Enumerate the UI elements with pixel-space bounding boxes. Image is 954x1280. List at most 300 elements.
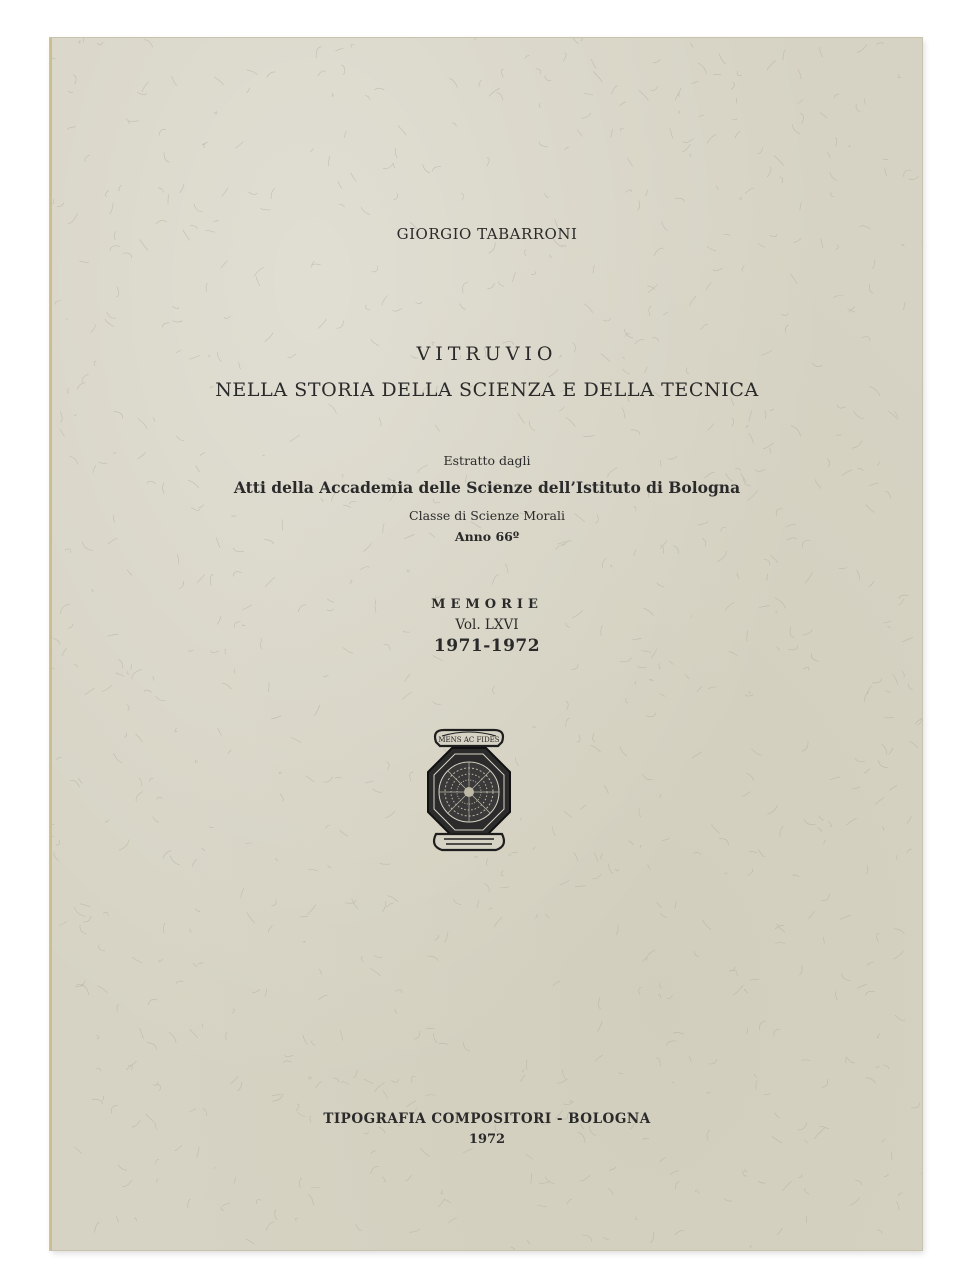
paper-fiber <box>885 168 887 177</box>
paper-fiber <box>673 1082 675 1083</box>
paper-fiber <box>785 325 788 333</box>
paper-fiber <box>691 43 694 48</box>
paper-fiber <box>675 198 685 202</box>
paper-fiber <box>910 741 918 748</box>
paper-fiber <box>756 1081 757 1090</box>
paper-fiber <box>830 172 837 181</box>
paper-fiber <box>580 1175 590 1181</box>
paper-fiber <box>647 286 655 290</box>
paper-fiber <box>747 1028 748 1034</box>
paper-fiber <box>164 923 166 932</box>
paper-fiber <box>746 773 753 781</box>
paper-fiber <box>226 1032 227 1040</box>
paper-fiber <box>170 856 179 865</box>
paper-fiber <box>57 203 64 207</box>
paper-fiber <box>155 696 165 701</box>
paper-fiber <box>767 805 777 814</box>
paper-fiber <box>96 1068 101 1071</box>
paper-fiber <box>318 319 326 329</box>
paper-fiber <box>420 1148 430 1156</box>
paper-fiber <box>147 1043 156 1050</box>
paper-fiber <box>536 69 541 74</box>
paper-fiber <box>80 924 87 934</box>
paper-fiber <box>651 86 658 91</box>
paper-fiber <box>116 673 124 677</box>
paper-fiber <box>426 1028 434 1029</box>
paper-fiber <box>921 1166 922 1174</box>
paper-fiber <box>386 903 393 907</box>
paper-fiber <box>670 661 674 664</box>
paper-fiber <box>387 762 390 770</box>
journal-anno: Anno 66º <box>454 529 520 544</box>
paper-fiber <box>733 985 744 995</box>
paper-fiber <box>716 186 719 189</box>
paper-fiber <box>770 409 774 411</box>
paper-fiber <box>736 98 737 103</box>
paper-fiber <box>660 545 664 554</box>
paper-fiber <box>492 575 498 585</box>
paper-fiber <box>824 937 825 943</box>
paper-fiber <box>639 987 642 995</box>
paper-fiber <box>66 318 68 320</box>
paper-fiber <box>858 468 864 470</box>
paper-fiber <box>732 418 734 427</box>
paper-fiber <box>842 470 852 476</box>
paper-fiber <box>105 820 109 823</box>
paper-fiber <box>620 747 627 756</box>
paper-fiber <box>570 1101 573 1103</box>
paper-fiber <box>849 307 855 313</box>
paper-fiber <box>441 1190 444 1194</box>
paper-fiber <box>60 412 62 423</box>
paper-fiber <box>350 580 352 583</box>
paper-fiber <box>271 188 275 199</box>
paper-fiber <box>839 567 848 568</box>
paper-fiber <box>402 692 412 699</box>
paper-fiber <box>539 1181 550 1184</box>
paper-fiber <box>698 63 707 74</box>
paper-fiber <box>341 65 345 75</box>
paper-fiber <box>382 295 388 305</box>
paper-fiber <box>830 777 841 780</box>
paper-fiber <box>658 995 661 999</box>
paper-fiber <box>235 142 243 149</box>
paper-fiber <box>883 159 888 160</box>
paper-fiber <box>767 61 776 71</box>
paper-fiber <box>775 926 784 929</box>
paper-fiber <box>487 158 489 167</box>
paper-fiber <box>142 82 148 92</box>
paper-fiber <box>608 1188 613 1194</box>
paper-fiber <box>869 581 875 587</box>
paper-fiber <box>745 695 754 697</box>
paper-fiber <box>650 1232 654 1243</box>
paper-fiber <box>611 565 612 567</box>
paper-fiber <box>918 715 923 726</box>
paper-fiber <box>395 148 397 158</box>
paper-fiber <box>786 525 796 528</box>
paper-fiber <box>744 989 748 993</box>
paper-fiber <box>883 1065 888 1069</box>
paper-fiber <box>489 242 496 253</box>
paper-fiber <box>783 50 785 60</box>
paper-fiber <box>620 128 623 131</box>
paper-fiber <box>808 911 814 919</box>
paper-fiber <box>444 1199 451 1203</box>
paper-fiber <box>308 905 316 915</box>
paper-fiber <box>765 411 766 419</box>
paper-fiber <box>758 147 763 153</box>
paper-fiber <box>572 664 579 669</box>
paper-fiber <box>759 1021 765 1031</box>
paper-fiber <box>707 1092 711 1093</box>
paper-fiber <box>272 1094 283 1102</box>
paper-fiber <box>791 426 801 437</box>
paper-fiber <box>156 1159 160 1163</box>
paper-fiber <box>799 965 802 975</box>
paper-fiber <box>580 805 586 810</box>
paper-fiber <box>110 246 120 251</box>
series-label: MEMORIE <box>431 597 543 612</box>
paper-fiber <box>574 852 578 861</box>
paper-fiber <box>54 853 59 861</box>
paper-fiber <box>342 1082 349 1085</box>
paper-fiber <box>831 192 834 197</box>
paper-fiber <box>706 282 711 291</box>
paper-fiber <box>909 176 919 179</box>
paper-fiber <box>486 858 488 865</box>
paper-fiber <box>703 920 712 930</box>
paper-fiber <box>893 951 903 960</box>
paper-fiber <box>373 789 382 792</box>
paper-fiber <box>742 265 744 271</box>
paper-fiber <box>656 1058 661 1066</box>
paper-fiber <box>195 909 200 912</box>
paper-fiber <box>505 563 508 573</box>
paper-fiber <box>512 272 515 281</box>
paper-fiber <box>55 300 61 305</box>
paper-fiber <box>820 113 827 118</box>
paper-fiber <box>265 989 267 997</box>
paper-fiber <box>138 418 147 429</box>
paper-fiber <box>667 995 673 999</box>
paper-fiber <box>618 1073 623 1074</box>
paper-fiber <box>639 91 649 101</box>
paper-fiber <box>511 1247 519 1250</box>
paper-fiber <box>526 1154 533 1159</box>
paper-fiber <box>713 268 723 271</box>
paper-fiber <box>548 369 558 377</box>
paper-fiber <box>85 155 90 162</box>
paper-fiber <box>280 794 283 802</box>
paper-fiber <box>197 575 204 583</box>
paper-fiber <box>75 907 86 916</box>
paper-fiber <box>452 123 456 126</box>
paper-fiber <box>864 99 865 105</box>
paper-fiber <box>866 1078 876 1083</box>
paper-fiber <box>764 560 770 566</box>
paper-fiber <box>123 253 132 258</box>
title-subtitle: NELLA STORIA DELLA SCIENZA E DELLA TECNICA <box>215 379 759 401</box>
paper-fiber <box>872 678 882 683</box>
paper-fiber <box>904 170 912 177</box>
paper-fiber <box>74 664 78 668</box>
paper-fiber <box>316 47 321 58</box>
paper-fiber <box>139 778 142 787</box>
paper-fiber <box>862 337 870 341</box>
paper-fiber <box>374 1083 384 1092</box>
paper-fiber <box>195 760 198 763</box>
paper-fiber <box>222 188 228 197</box>
paper-fiber <box>338 181 342 188</box>
paper-fiber <box>683 139 694 143</box>
paper-fiber <box>869 284 873 294</box>
paper-fiber <box>265 577 275 587</box>
paper-fiber <box>563 53 566 61</box>
paper-fiber <box>433 166 441 171</box>
paper-fiber <box>237 1082 242 1091</box>
paper-fiber <box>774 156 784 166</box>
paper-fiber <box>246 843 251 844</box>
paper-fiber <box>192 859 197 867</box>
paper-fiber <box>846 1057 847 1063</box>
paper-fiber <box>753 1075 756 1078</box>
paper-fiber <box>323 675 328 676</box>
paper-fiber <box>489 88 500 96</box>
paper-fiber <box>624 329 633 338</box>
paper-fiber <box>122 1180 132 1186</box>
paper-fiber <box>247 70 257 75</box>
paper-fiber <box>867 962 873 966</box>
paper-fiber <box>159 959 163 961</box>
paper-fiber <box>135 1218 137 1221</box>
paper-fiber <box>584 304 593 313</box>
paper-fiber <box>460 304 466 310</box>
paper-fiber <box>598 1021 603 1031</box>
paper-fiber <box>699 115 704 117</box>
paper-fiber <box>309 1076 312 1079</box>
paper-fiber <box>790 274 797 284</box>
paper-fiber <box>639 808 641 817</box>
paper-fiber <box>731 82 734 90</box>
paper-fiber <box>499 281 504 286</box>
paper-fiber <box>97 42 103 45</box>
paper-fiber <box>52 54 56 59</box>
paper-fiber <box>306 776 315 782</box>
paper-fiber <box>248 192 257 195</box>
paper-fiber <box>707 424 713 431</box>
paper-fiber <box>611 129 613 137</box>
paper-fiber <box>520 818 522 821</box>
paper-fiber <box>149 778 153 781</box>
paper-fiber <box>449 1218 457 1223</box>
paper-fiber <box>126 1061 137 1070</box>
paper-fiber <box>800 202 802 211</box>
paper-fiber <box>817 828 821 833</box>
paper-fiber <box>271 716 282 719</box>
paper-fiber <box>461 193 463 201</box>
paper-fiber <box>838 404 846 408</box>
paper-fiber <box>271 899 276 905</box>
paper-fiber <box>172 76 178 85</box>
paper-fiber <box>763 443 774 449</box>
paper-fiber <box>295 1218 297 1221</box>
paper-fiber <box>311 261 315 267</box>
paper-fiber <box>395 1009 397 1013</box>
paper-fiber <box>888 411 898 419</box>
paper-fiber <box>157 1178 158 1182</box>
paper-fiber <box>745 1169 748 1172</box>
paper-fiber <box>156 220 167 223</box>
paper-fiber <box>764 1093 771 1094</box>
paper-fiber <box>701 324 708 329</box>
paper-fiber <box>221 261 227 268</box>
paper-fiber <box>83 38 86 43</box>
paper-fiber <box>406 1175 412 1181</box>
paper-fiber <box>127 671 129 674</box>
paper-fiber <box>604 785 608 793</box>
paper-fiber <box>758 849 765 856</box>
paper-fiber <box>743 792 751 796</box>
paper-fiber <box>360 567 370 570</box>
paper-fiber <box>797 99 803 103</box>
paper-fiber <box>779 177 782 183</box>
paper-fiber <box>602 558 606 568</box>
paper-fiber <box>877 1034 880 1038</box>
paper-fiber <box>206 283 207 291</box>
paper-fiber <box>246 1239 255 1244</box>
paper-fiber <box>328 866 331 869</box>
paper-fiber <box>126 118 129 123</box>
paper-fiber <box>279 772 282 774</box>
paper-fiber <box>692 752 702 758</box>
paper-fiber <box>565 147 569 150</box>
paper-fiber <box>750 979 759 980</box>
paper-fiber <box>416 302 423 304</box>
paper-fiber <box>608 863 613 873</box>
paper-fiber <box>521 1075 526 1081</box>
paper-fiber <box>615 869 619 871</box>
paper-fiber <box>139 1028 143 1039</box>
paper-fiber <box>867 685 872 694</box>
paper-fiber <box>876 1066 879 1067</box>
paper-fiber <box>328 404 336 413</box>
paper-fiber <box>103 912 108 916</box>
paper-fiber <box>820 47 823 57</box>
paper-fiber <box>902 671 905 678</box>
paper-fiber <box>284 1055 293 1056</box>
paper-fiber <box>857 984 867 988</box>
paper-fiber <box>696 1190 699 1193</box>
paper-fiber <box>433 701 442 704</box>
paper-fiber <box>819 815 824 820</box>
paper-fiber <box>561 245 566 247</box>
paper-fiber <box>533 847 535 850</box>
paper-fiber <box>747 869 752 876</box>
paper-fiber <box>336 321 343 329</box>
paper-fiber <box>777 924 785 932</box>
paper-fiber <box>557 1079 567 1083</box>
paper-fiber <box>748 434 754 444</box>
paper-fiber <box>821 894 829 901</box>
paper-fiber <box>550 255 553 258</box>
paper-fiber <box>719 53 726 64</box>
paper-fiber <box>202 848 205 851</box>
paper-fiber <box>169 1032 176 1043</box>
paper-fiber <box>573 38 579 44</box>
paper-fiber <box>882 826 884 830</box>
paper-fiber <box>713 74 721 75</box>
paper-fiber <box>694 852 701 855</box>
academy-seal-icon <box>422 718 516 858</box>
paper-fiber <box>310 149 313 152</box>
paper-fiber <box>344 131 346 137</box>
paper-fiber <box>311 1188 319 1189</box>
paper-fiber <box>371 1166 379 1174</box>
paper-fiber <box>751 749 762 755</box>
paper-fiber <box>222 683 231 689</box>
paper-fiber <box>622 407 625 418</box>
paper-fiber <box>732 119 737 121</box>
paper-fiber <box>646 950 655 961</box>
paper-fiber <box>737 573 739 579</box>
paper-fiber <box>52 820 55 825</box>
paper-fiber <box>407 570 410 573</box>
paper-fiber <box>806 1216 807 1223</box>
paper-fiber <box>127 570 132 575</box>
paper-fiber <box>805 1188 810 1194</box>
paper-fiber <box>685 675 689 679</box>
paper-fiber <box>536 914 538 918</box>
paper-fiber <box>213 221 218 222</box>
paper-fiber <box>319 969 322 975</box>
paper-fiber <box>371 1151 376 1154</box>
paper-fiber <box>903 302 905 309</box>
paper-fiber <box>156 1084 160 1090</box>
paper-fiber <box>556 545 565 550</box>
paper-fiber <box>113 411 122 418</box>
paper-fiber <box>479 80 481 86</box>
paper-fiber <box>626 334 630 337</box>
paper-fiber <box>501 886 509 887</box>
paper-fiber <box>319 995 328 999</box>
paper-fiber <box>898 1193 903 1196</box>
paper-fiber <box>175 728 177 732</box>
paper-fiber <box>52 199 54 204</box>
paper-fiber <box>546 914 550 918</box>
paper-fiber <box>675 93 679 101</box>
paper-fiber <box>749 411 752 422</box>
paper-fiber <box>577 129 582 137</box>
paper-fiber <box>682 144 690 152</box>
paper-fiber <box>866 865 868 874</box>
paper-fiber <box>774 1030 780 1036</box>
paper-fiber <box>894 929 905 934</box>
paper-fiber <box>689 1056 691 1063</box>
paper-fiber <box>804 667 809 670</box>
paper-fiber <box>637 201 639 211</box>
paper-fiber <box>846 818 856 825</box>
paper-fiber <box>345 900 356 903</box>
paper-fiber <box>857 44 867 52</box>
paper-fiber <box>73 75 76 85</box>
paper-fiber <box>567 1199 572 1204</box>
paper-fiber <box>193 963 197 966</box>
paper-fiber <box>361 207 370 215</box>
paper-fiber <box>749 851 757 852</box>
paper-fiber <box>68 213 78 223</box>
paper-fiber <box>626 190 632 193</box>
